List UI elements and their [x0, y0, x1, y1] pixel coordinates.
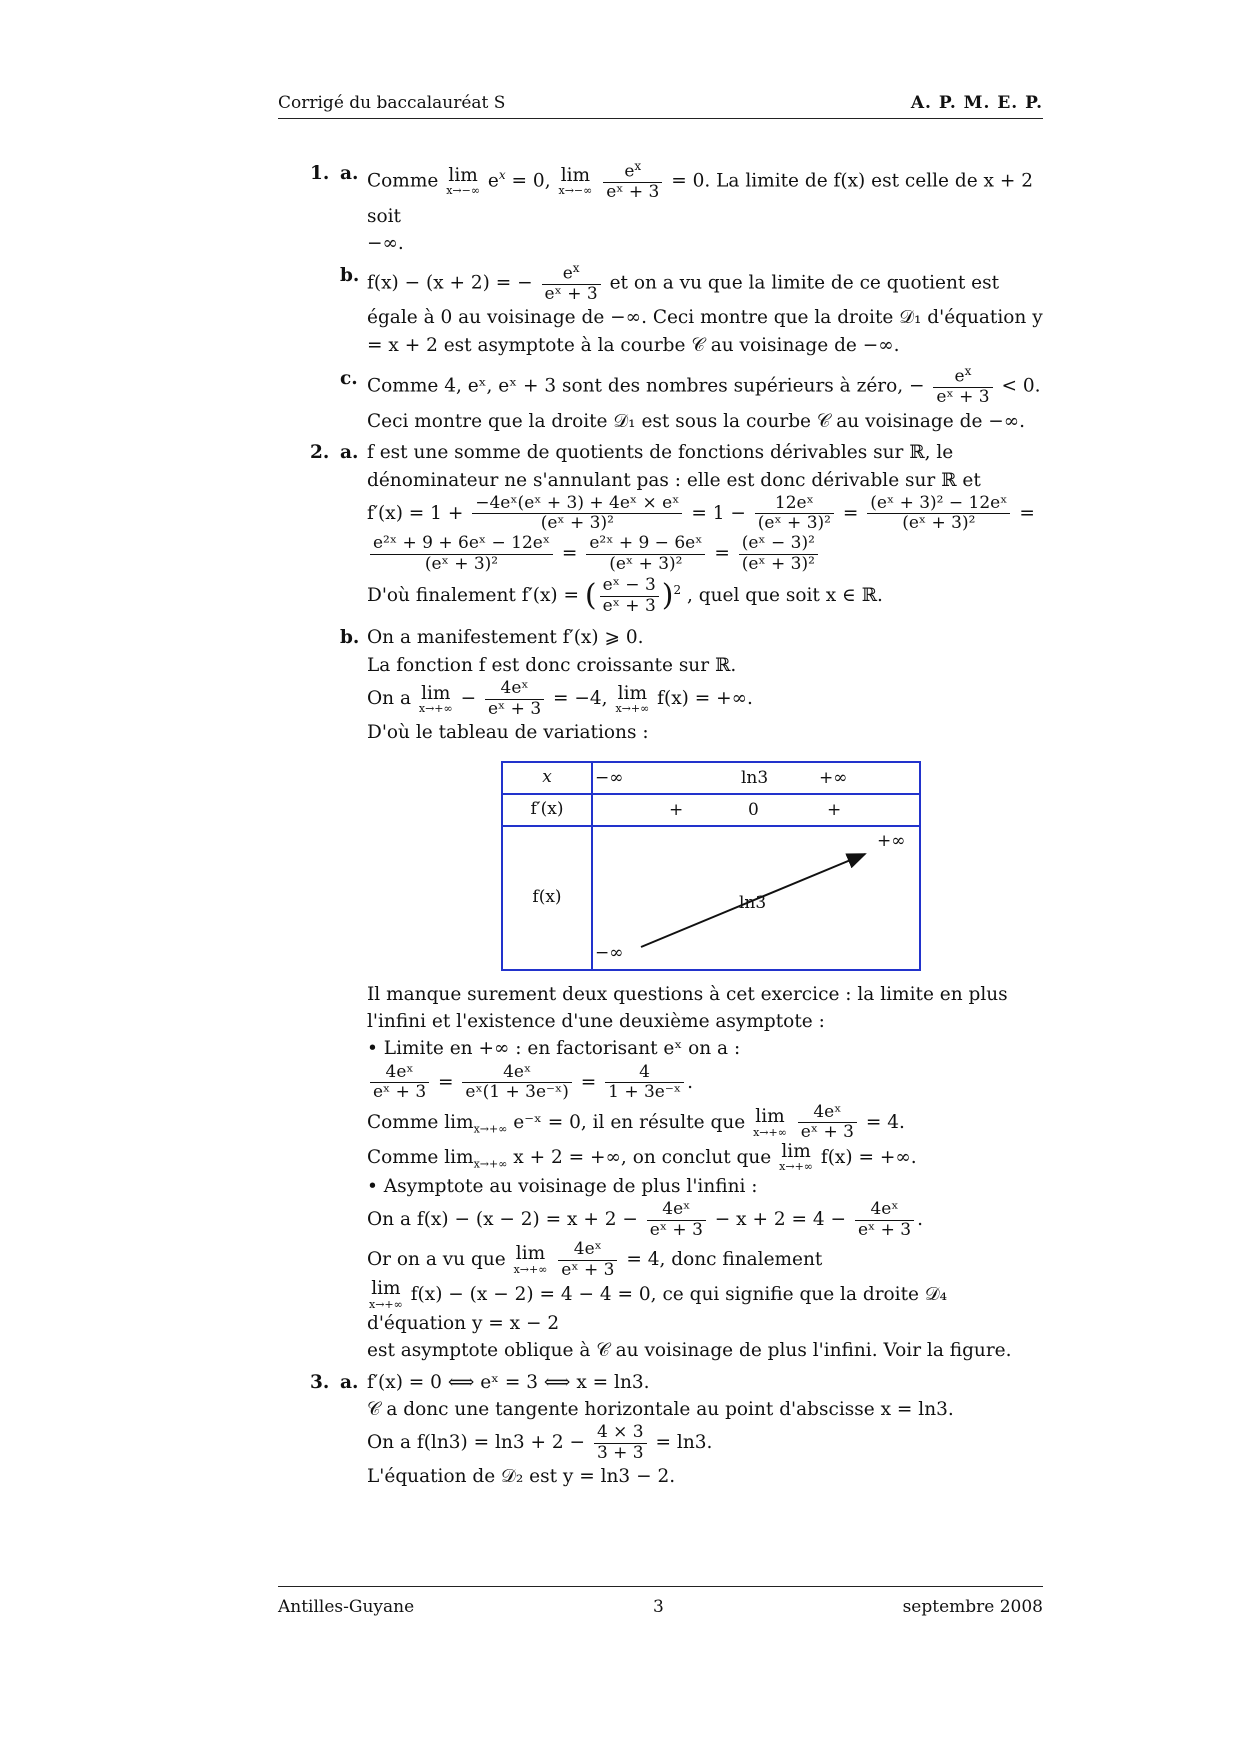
q1c-label: c. [340, 368, 358, 389]
footer-right: septembre 2008 [902, 1597, 1043, 1617]
extra-text6: On a f(x) − (x − 2) = x + 2 − $\frac{\text{4eˣ}}{\text{eˣ + 3}}$ − x + 2 = 4 − $\frac{\text{4eˣ}}{\text{eˣ + 3}}$ . [367, 1199, 923, 1240]
q1a-text5: −∞. [367, 233, 404, 255]
table-f-row: +∞ ln3 −∞ [592, 826, 920, 970]
extra-text5: • Asymptote au voisinage de plus l'infini : [367, 1175, 758, 1197]
q1b-text2: et on a vu que la limite de ce quotient est égale à 0 au voisinage de −∞. Ceci montre que la droite 𝒟₁ d'équation y = x + 2 est asymptote à la courbe 𝒞 au voisinage de −∞. [367, 271, 1043, 356]
variation-table [501, 761, 921, 971]
header-right: A. P. M. E. P. [910, 93, 1043, 113]
q2b [310, 624, 1043, 1364]
page-number: 3 [652, 1597, 664, 1617]
table-fp-row: + 0 + [592, 794, 920, 826]
q1a-text4: = 0. La limite de f(x) est celle de x + 2 soit [367, 170, 1034, 227]
q1a-label: a. [340, 163, 359, 184]
q2a-text1: f est une somme de quotients de fonctions dérivables sur ℝ, le dénominateur ne s'annulant pas : elle est donc dérivable sur ℝ et [367, 442, 981, 491]
q3-number: 3. [310, 1371, 330, 1393]
extra-text7: Or on a vu que lim x→+∞ $\frac{\text{4eˣ}}{\text{eˣ + 3}}$ = 4, donc finalement [367, 1239, 823, 1280]
q2-number: 2. [310, 442, 330, 464]
extra-fractions: $\frac{\text{4eˣ}}{\text{eˣ + 3}}$ = $\frac{\text{4eˣ}}{\text{eˣ(1 + 3e⁻ˣ)}}$ = $\frac{4}{\text{1 + 3e⁻ˣ}}$ . [367, 1063, 1043, 1103]
q1c [310, 365, 1043, 435]
q1a-e: e [487, 170, 499, 192]
lim-minus-2: lim x→−∞ [558, 164, 593, 198]
q3-text4: L'équation de 𝒟₂ est y = ln3 − 2. [367, 1466, 676, 1488]
extra-text4: Comme $\lim_{x\to+\infty} x + 2$ = +∞, on conclut que lim x→+∞ f(x) = +∞. [367, 1140, 917, 1174]
q3-text1: f′(x) = 0 ⟺ eˣ = 3 ⟺ x = ln3. [367, 1371, 650, 1393]
frac-q1c: $\frac{e^x}{\text{eˣ + 3}}$ [933, 365, 992, 408]
frac-q1b: $\frac{e^x}{\text{eˣ + 3}}$ [542, 262, 601, 305]
q2a [310, 439, 1043, 618]
q1a-text3: = 0, [511, 170, 551, 192]
q1b-label: b. [340, 264, 360, 286]
page-header [278, 93, 1043, 119]
q2a-label: a. [340, 442, 359, 464]
q3-text3: On a f(ln3) = ln3 + 2 − $\frac{4 \times 3}{3 + 3}$ = ln3. [367, 1422, 713, 1463]
extra-text2: • Limite en +∞ : en factorisant eˣ on a : [367, 1038, 741, 1060]
extra-text1: Il manque surement deux questions à cet exercice : la limite en plus l'infini et l'existence d'une deuxième asymptote : [367, 983, 1008, 1033]
q3a [310, 1369, 1043, 1491]
q2b-text2: La fonction f est donc croissante sur ℝ. [367, 654, 737, 676]
deriv-final: D'où finalement f′(x) = ( $\frac{\text{eˣ − 3}}{\text{eˣ + 3}}$ )$^2$ , quel que soit x ∈ ℝ. [367, 575, 883, 616]
header-left: Corrigé du baccalauréat S [278, 93, 506, 113]
q1-number: 1. [310, 163, 330, 184]
q3a-label: a. [340, 1371, 359, 1393]
page-footer [278, 1586, 1043, 1617]
q2b-text6: D'où le tableau de variations : [367, 722, 649, 744]
footer-left: Antilles-Guyane [278, 1597, 415, 1617]
deriv-line-1: f′(x) = 1 + $\frac{\text{−4eˣ(eˣ + 3) + 4eˣ × eˣ}}{\text{(eˣ + 3)²}}$ = 1 − $\frac{\text{12eˣ}}{\text{(eˣ + 3)²}}$ = $\frac{\text{(eˣ + 3)² − 12eˣ}}{\text{(eˣ + 3)²}}$ = [367, 492, 1035, 534]
q2b-text1: On a manifestement f′(x) ⩾ 0. [367, 627, 644, 649]
q2b-label: b. [340, 627, 360, 649]
q1c-text3: Ceci montre que la droite 𝒟₁ est sous la courbe 𝒞 au voisinage de −∞. [367, 410, 1026, 432]
table-f-label: f(x) [502, 826, 592, 970]
frac-ex-over-ex3: $\frac{e^x}{\text{eˣ + 3}}$ [603, 160, 662, 203]
table-fp-label: f′(x) [502, 794, 592, 826]
q1b [310, 262, 1043, 360]
q1c-text2: < 0. [1001, 375, 1041, 397]
extra-text9: est asymptote oblique à 𝒞 au voisinage de plus l'infini. Voir la figure. [367, 1340, 1012, 1362]
q1a-text1: Comme [367, 170, 439, 192]
lim-minus-1: lim x→−∞ [446, 164, 481, 198]
q2b-limits: On a lim x→+∞ − $\frac{\text{4eˣ}}{\text{eˣ + 3}}$ = −4, lim x→+∞ f(x) = +∞. [367, 678, 753, 719]
q1a: 1. a. Comme lim x→−∞ $e^x = 0$, lim x→−∞ $\frac{e^x}{\text{eˣ + 3}}$ = 0. La limite de f(x) est celle de x + 2 soit −∞. [310, 160, 1043, 258]
document-body [310, 160, 1043, 1491]
q1b-text1: f(x) − (x + 2) = − [367, 271, 533, 293]
extra-text8: lim x→+∞ f(x) − (x − 2) = 4 − 4 = 0, ce qui signifie que la droite 𝒟₄ d'équation y = x − 2 [367, 1278, 948, 1334]
extra-text3: Comme $\lim_{x\to+\infty}$ e⁻ˣ = 0, il en résulte que lim x→+∞ $\frac{\text{4eˣ}}{\text{eˣ + 3}}$ = 4. [367, 1101, 905, 1143]
table-x-label: x [502, 762, 592, 794]
table-x-row: −∞ ln3 +∞ [592, 762, 920, 794]
q3-text2: 𝒞 a donc une tangente horizontale au point d'abscisse x = ln3. [367, 1398, 954, 1420]
deriv-line-2: $\frac{\text{e²ˣ + 9 + 6eˣ − 12eˣ}}{\text{(eˣ + 3)²}}$ = $\frac{\text{e²ˣ + 9 − 6eˣ}}{\text{(eˣ + 3)²}}$ = $\frac{\text{(eˣ − 3)²}}{\text{(eˣ + 3)²}}$ [367, 534, 1043, 574]
q1c-text1: Comme 4, eˣ, eˣ + 3 sont des nombres supérieurs à zéro, − [367, 375, 925, 397]
